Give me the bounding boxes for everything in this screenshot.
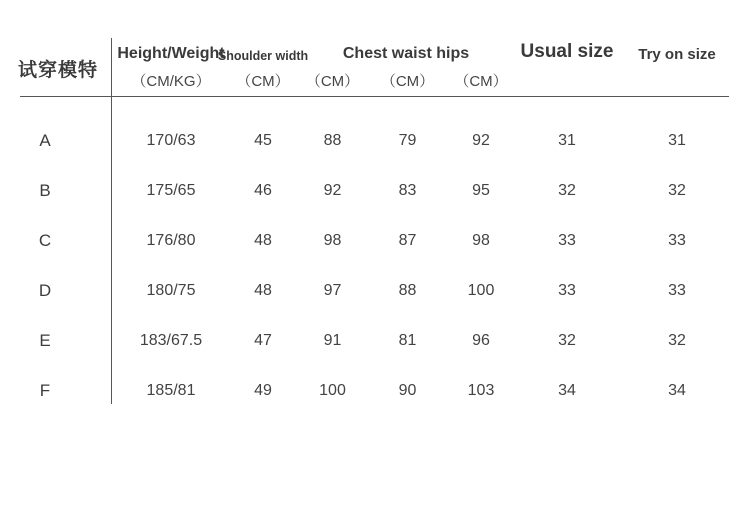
usual-size-cell: 32 xyxy=(558,182,576,199)
waist-cell: 90 xyxy=(398,382,417,399)
height-weight-cell: 175/65 xyxy=(146,182,196,199)
waist-cell: 81 xyxy=(398,332,417,349)
column-title-chest-waist-hips: Chest waist hips xyxy=(342,45,470,62)
height-weight-cell: 176/80 xyxy=(146,232,196,249)
shoulder-cell: 49 xyxy=(254,382,272,399)
waist-cell: 87 xyxy=(398,232,417,249)
column-title-height-weight: Height/Weight xyxy=(117,45,225,62)
height-weight-cell: 170/63 xyxy=(146,132,196,149)
chest-cell: 97 xyxy=(323,282,342,299)
try-on-size-cell: 34 xyxy=(668,382,686,399)
chest-cell: 92 xyxy=(323,182,342,199)
model-cell: D xyxy=(38,281,52,300)
shoulder-cell: 46 xyxy=(254,182,272,199)
table-header xyxy=(0,30,737,97)
hips-cell: 103 xyxy=(467,382,495,399)
shoulder-cell: 45 xyxy=(254,132,272,149)
waist-cell: 79 xyxy=(398,132,417,149)
table-body xyxy=(0,116,737,416)
model-cell: E xyxy=(39,331,51,350)
model-cell: F xyxy=(39,381,51,400)
hips-cell: 96 xyxy=(472,332,490,349)
try-on-size-cell: 32 xyxy=(668,332,686,349)
try-on-size-cell: 31 xyxy=(668,132,686,149)
unit-chest: （CM） xyxy=(305,73,360,90)
model-cell: A xyxy=(39,131,51,150)
model-cell: B xyxy=(39,181,51,200)
height-weight-cell: 185/81 xyxy=(146,382,196,399)
hips-cell: 92 xyxy=(472,132,490,149)
shoulder-cell: 48 xyxy=(254,232,272,249)
shoulder-cell: 48 xyxy=(254,282,272,299)
unit-waist: （CM） xyxy=(380,73,435,90)
hips-cell: 95 xyxy=(472,182,490,199)
unit-height-weight: （CM/KG） xyxy=(131,73,211,90)
try-on-size-cell: 33 xyxy=(668,282,686,299)
usual-size-cell: 33 xyxy=(558,282,576,299)
chest-cell: 98 xyxy=(323,232,342,249)
waist-cell: 83 xyxy=(398,182,417,199)
try-on-size-cell: 32 xyxy=(668,182,686,199)
hips-cell: 100 xyxy=(467,282,495,299)
unit-shoulder: （CM） xyxy=(236,73,290,90)
model-cell: C xyxy=(38,231,52,250)
chest-cell: 88 xyxy=(323,132,342,149)
height-weight-cell: 180/75 xyxy=(146,282,196,299)
column-title-shoulder-width: Shoulder width xyxy=(217,49,309,63)
usual-size-cell: 33 xyxy=(558,232,576,249)
unit-hips: （CM） xyxy=(454,73,508,90)
usual-size-cell: 32 xyxy=(558,332,576,349)
column-title-try-on-size: Try on size xyxy=(638,46,716,63)
shoulder-cell: 47 xyxy=(254,332,272,349)
column-title-usual-size: Usual size xyxy=(520,41,614,62)
chest-cell: 91 xyxy=(323,332,342,349)
height-weight-cell: 183/67.5 xyxy=(139,332,203,349)
hips-cell: 98 xyxy=(472,232,490,249)
usual-size-cell: 31 xyxy=(558,132,576,149)
model-column-header: 试穿模特 xyxy=(18,59,99,81)
usual-size-cell: 34 xyxy=(558,382,576,399)
try-on-size-cell: 33 xyxy=(668,232,686,249)
chest-cell: 100 xyxy=(319,382,346,399)
waist-cell: 88 xyxy=(398,282,417,299)
